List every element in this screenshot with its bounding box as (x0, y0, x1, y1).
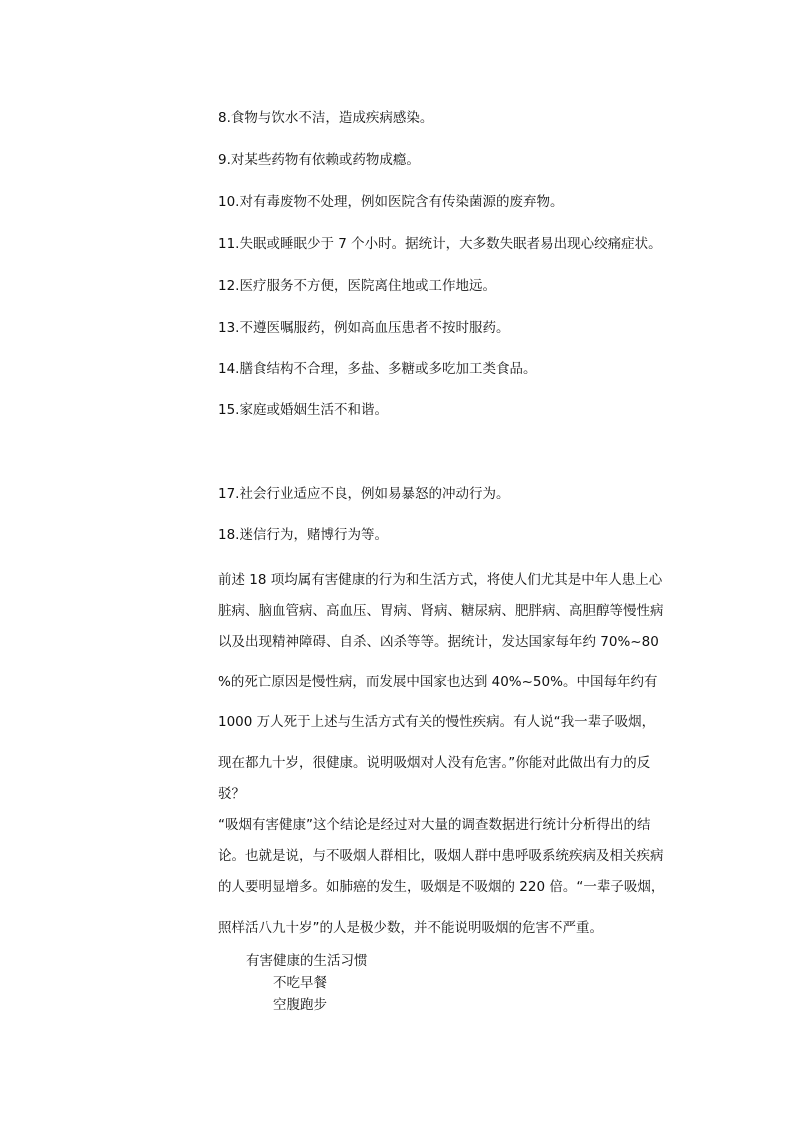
paragraph-line: 前述 18 项均属有害健康的行为和生活方式，将使人们尤其是中年人患上心 (218, 572, 663, 588)
paragraph-line: %的死亡原因是慢性病，而发展中国家也达到 40%~50%。中国每年约有 (218, 674, 658, 690)
paragraph-line: 1000 万人死于上述与生活方式有关的慢性疾病。有人说“我一辈子吸烟， (218, 714, 656, 730)
list-item: 12.医疗服务不方便，医院离住地或工作地远。 (218, 278, 496, 294)
paragraph-line: 论。也就是说，与不吸烟人群相比，吸烟人群中患呼吸系统疾病及相关疾病 (218, 848, 664, 864)
list-item: 13.不遵医嘱服药，例如高血压患者不按时服药。 (218, 320, 510, 336)
list-item: 18.迷信行为，赌博行为等。 (218, 527, 388, 543)
list-item: 15.家庭或婚姻生活不和谐。 (218, 402, 388, 418)
paragraph-line: 照样活八九十岁”的人是极少数，并不能说明吸烟的危害不严重。 (218, 920, 603, 936)
list-item: 9.对某些药物有依赖或药物成瘾。 (218, 152, 420, 168)
list-item: 10.对有毒废物不处理，例如医院含有传染菌源的废弃物。 (218, 194, 564, 210)
paragraph-line: “吸烟有害健康”这个结论是经过对大量的调查数据进行统计分析得出的结 (218, 817, 651, 833)
paragraph-line: 驳？ (218, 786, 245, 802)
list-item: 14.膳食结构不合理，多盐、多糖或多吃加工类食品。 (218, 361, 537, 377)
paragraph-line: 现在都九十岁，很健康。说明吸烟对人没有危害。”你能对此做出有力的反 (218, 755, 651, 771)
habit-item: 空腹跑步 (273, 997, 327, 1013)
list-item: 11.失眠或睡眠少于 7 个小时。据统计，大多数失眠者易出现心绞痛症状。 (218, 236, 662, 252)
paragraph-line: 的人要明显增多。如肺癌的发生，吸烟是不吸烟的 220 倍。“一辈子吸烟， (218, 879, 665, 895)
paragraph-line: 以及出现精神障碍、自杀、凶杀等等。据统计，发达国家每年约 70%~80 (218, 634, 659, 650)
habits-heading: 有害健康的生活习惯 (246, 953, 368, 969)
list-item: 8.食物与饮水不洁，造成疾病感染。 (218, 110, 434, 126)
habit-item: 不吃早餐 (273, 975, 327, 991)
list-item: 17.社会行业适应不良，例如易暴怒的冲动行为。 (218, 486, 510, 502)
paragraph-line: 脏病、脑血管病、高血压、胃病、肾病、糖尿病、肥胖病、高胆醇等慢性病 (218, 603, 664, 619)
